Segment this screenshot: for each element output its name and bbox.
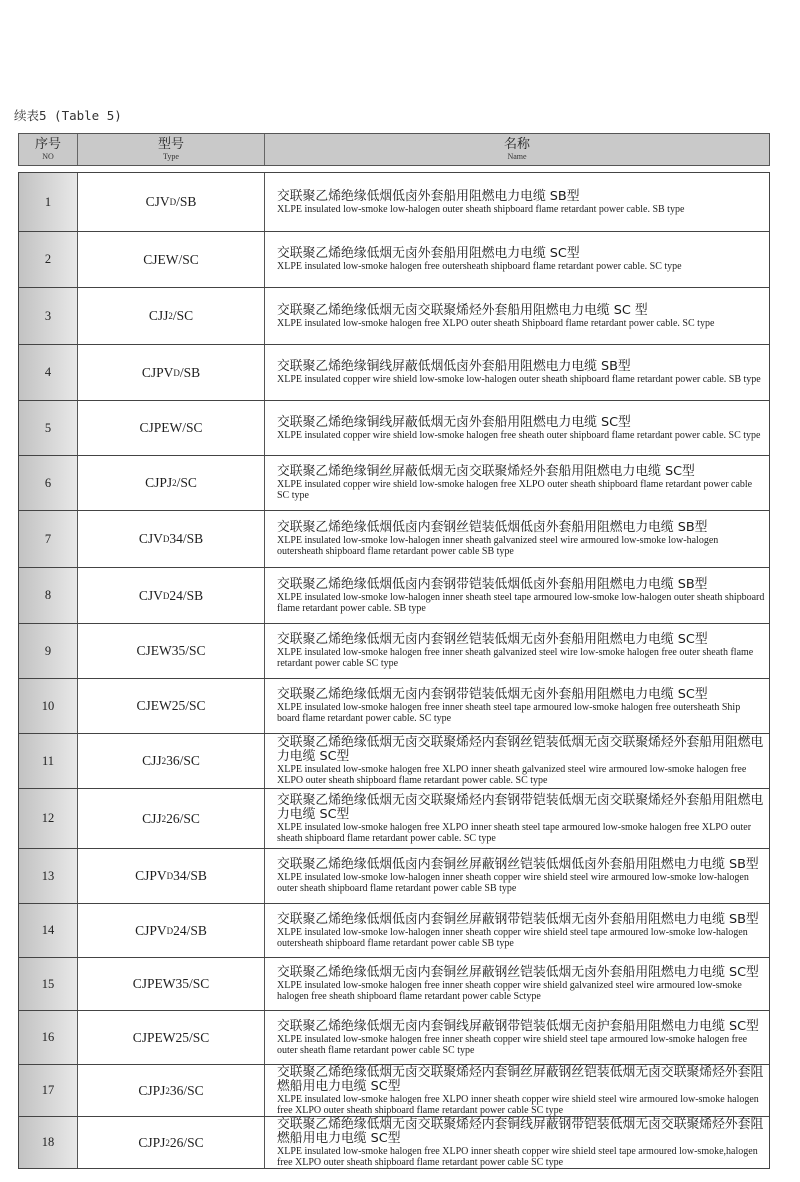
header-name-cn: 名称 xyxy=(503,137,530,152)
table-row xyxy=(19,1117,769,1169)
row-number: 1 xyxy=(19,173,78,231)
type-code: CJV D 34/SB xyxy=(78,511,265,567)
cable-name-chinese: 交联聚乙烯绝缘低烟无卤交联聚烯烃内套铜丝屏蔽钢丝铠装低烟无卤交联聚烯烃外套阻燃船用电力电缆 SC型 xyxy=(277,1065,764,1094)
cable-name-english: XLPE insulated low-smoke low-halogen outer sheath shipboard flame retardant power cable. SB type xyxy=(277,203,685,215)
cable-name-english: XLPE insulated low-smoke halogen free XLPO inner sheath copper wire shield steel wire armoured low-smoke halogen free XLPO outer sheath shipboard flame retardant power cable SC type xyxy=(277,1093,759,1116)
header-name-en: Name xyxy=(507,152,527,161)
type-code-main: CJJ xyxy=(148,308,169,323)
type-code-suffix: 34/SB xyxy=(169,531,204,546)
type-code xyxy=(78,679,265,733)
table-row xyxy=(19,1011,769,1065)
cable-name-chinese: 交联聚乙烯绝缘低烟无卤内套铜丝屏蔽钢丝铠装低烟无卤外套船用阻燃电力电缆 SC型 xyxy=(277,965,759,980)
cable-name xyxy=(265,904,769,957)
header-no-en: NO xyxy=(42,152,54,161)
header-type-en: Type xyxy=(163,152,179,161)
type-code-suffix: /SC xyxy=(172,308,194,323)
cable-name-chinese: 交联聚乙烯绝缘低烟无卤交联聚烯烃外套船用阻燃电力电缆 SC 型 xyxy=(277,302,648,318)
cable-name-chinese: 交联聚乙烯绝缘铜线屏蔽低烟低卤外套船用阻燃电力电缆 SB型 xyxy=(277,359,631,374)
row-number: 18 xyxy=(19,1117,78,1168)
cable-name xyxy=(265,173,769,231)
type-code-main: CJPJ xyxy=(138,1134,166,1150)
cable-name xyxy=(265,568,769,623)
cable-name-chinese: 交联聚乙烯绝缘铜丝屏蔽低烟无卤交联聚烯烃外套船用阻燃电力电缆 SC型 xyxy=(277,464,695,479)
header-type xyxy=(78,134,265,165)
cable-name xyxy=(265,789,769,848)
type-code-main: CJV xyxy=(138,531,163,546)
table-row xyxy=(19,568,769,624)
type-code-suffix: /SB xyxy=(176,194,197,209)
table-row xyxy=(19,734,769,789)
type-code: CJPJ 2 /SC xyxy=(78,456,265,510)
cable-name xyxy=(265,1011,769,1064)
cable-name xyxy=(265,1065,769,1116)
type-code-main: CJPEW35/SC xyxy=(132,976,210,991)
header-no-cn: 序号 xyxy=(34,137,61,152)
cable-name-english: XLPE insulated copper wire shield low-smoke halogen free XLPO outer sheath shipboard flame retardant power cable SC type xyxy=(277,479,753,501)
type-code-main: CJPEW/SC xyxy=(139,420,203,435)
table-caption: 续表5 (Table 5) xyxy=(14,108,122,123)
cable-name xyxy=(265,345,769,400)
cable-name-english: XLPE insulated low-smoke halogen free XLPO inner sheath copper wire shield steel tape armoured low-smoke,halogen free XLPO outer sheath shipboard flame retardant power cable SC type xyxy=(277,1145,758,1168)
row-number: 8 xyxy=(19,568,78,623)
cable-name xyxy=(265,288,769,344)
cable-name-chinese: 交联聚乙烯绝缘低烟低卤内套铜丝屏蔽钢丝铠装低烟低卤外套船用阻燃电力电缆 SB型 xyxy=(277,857,759,872)
type-code xyxy=(78,624,265,678)
type-code-suffix: /SB xyxy=(179,364,201,380)
table-row xyxy=(19,624,769,679)
header-name xyxy=(265,134,769,165)
table-row xyxy=(19,904,769,958)
type-code-suffix: 26/SC xyxy=(169,1134,204,1150)
type-code-main: CJPV xyxy=(135,868,167,883)
type-code: CJV D 24/SB xyxy=(78,568,265,623)
type-code-main: CJJ xyxy=(142,810,162,826)
cable-name xyxy=(265,511,769,567)
type-code: CJPV D 34/SB xyxy=(78,849,265,903)
table-row xyxy=(19,232,769,288)
cable-name-chinese: 交联聚乙烯绝缘低烟无卤内套铜线屏蔽钢带铠装低烟无卤护套船用阻燃电力电缆 SC型 xyxy=(277,1018,759,1034)
type-code-suffix: 34/SB xyxy=(173,868,207,883)
type-code-suffix: 24/SB xyxy=(169,587,204,603)
cable-name xyxy=(265,456,769,510)
cable-name-chinese: 交联聚乙烯绝缘低烟无卤交联聚烯烃内套铜线屏蔽钢带铠装低烟无卤交联聚烯烃外套阻燃船用电力电缆 SC型 xyxy=(277,1117,764,1146)
type-code-suffix: 36/SC xyxy=(169,1082,204,1098)
type-code-main: CJPJ xyxy=(145,475,173,490)
header-no xyxy=(19,134,78,165)
type-code xyxy=(78,401,265,455)
cable-name-chinese: 交联聚乙烯绝缘低烟低卤内套钢带铠装低烟低卤外套船用阻燃电力电缆 SB型 xyxy=(277,576,708,592)
cable-name xyxy=(265,401,769,455)
cable-name-chinese: 交联聚乙烯绝缘低烟无卤交联聚烯烃内套钢带铠装低烟无卤交联聚烯烃外套船用阻燃电力电缆 SC型 xyxy=(277,792,764,822)
table-row xyxy=(19,679,769,734)
type-code-main: CJPV xyxy=(135,922,167,938)
type-code-main: CJEW/SC xyxy=(143,251,199,267)
cable-name-chinese: 交联聚乙烯绝缘低烟无卤外套船用阻燃电力电缆 SC型 xyxy=(277,246,580,261)
type-code-main: CJEW35/SC xyxy=(136,643,206,658)
cable-name-english: XLPE insulated low-smoke halogen free outersheath shipboard flame retardant power cable. SC type xyxy=(277,261,682,272)
row-number: 12 xyxy=(19,789,78,848)
cable-name-english: XLPE insulated low-smoke halogen free inner sheath steel tape armoured low-smoke halogen free outersheath Ship board flame retardant power cable. SC type xyxy=(277,702,741,724)
type-code-main: CJV xyxy=(145,194,170,209)
cable-name xyxy=(265,958,769,1010)
row-number: 13 xyxy=(19,849,78,903)
row-number: 16 xyxy=(19,1011,78,1064)
table-row xyxy=(19,401,769,456)
cable-name-english: XLPE insulated low-smoke halogen free XLPO inner sheath galvanized steel wire armoured low-smoke halogen free XLPO outer sheath shipboard flame retardant power cable. SC type xyxy=(277,764,747,786)
table-row xyxy=(19,958,769,1011)
table-row xyxy=(19,1065,769,1117)
row-number: 2 xyxy=(19,232,78,287)
cable-name xyxy=(265,1117,769,1168)
cable-name-english: XLPE insulated copper wire shield low-smoke low-halogen outer sheath shipboard flame retardant power cable. SB type xyxy=(277,374,761,385)
type-code-suffix: 26/SC xyxy=(166,810,200,826)
table-row xyxy=(19,288,769,345)
cable-name-english: XLPE insulated low-smoke halogen free inner sheath copper wire shield galvanized steel wire armoured low-smoke halogen free sheath shipboard flame retardant power cable Sctype xyxy=(277,980,742,1002)
cable-name-chinese: 交联聚乙烯绝缘低烟低卤内套钢丝铠装低烟低卤外套船用阻燃电力电缆 SB型 xyxy=(277,520,708,535)
cable-name-english: XLPE insulated low-smoke halogen free inner sheath galvanized steel wire low-smoke halogen free outer sheath flame retardant power cable SC type xyxy=(277,647,754,669)
type-code xyxy=(78,958,265,1010)
type-code-suffix: 36/SC xyxy=(166,753,200,768)
cable-name xyxy=(265,734,769,788)
cable-name-chinese: 交联聚乙烯绝缘低烟无卤交联聚烯烃内套钢丝铠装低烟无卤交联聚烯烃外套船用阻燃电力电缆 SC型 xyxy=(277,735,764,764)
cable-name-english: XLPE insulated low-smoke low-halogen inner sheath copper wire shield steel tape armoured low-smoke low-halogen outersheath shipboard flame retardant power cable SB type xyxy=(277,926,748,949)
cable-name-english: XLPE insulated low-smoke halogen free XLPO outer sheath Shipboard flame retardant power cable. SC type xyxy=(277,317,715,329)
cable-name-english: XLPE insulated low-smoke low-halogen inner sheath steel tape armoured low-smoke low-halogen outer sheath shipboard flame retardant power cable. SB type xyxy=(277,591,765,614)
table-row xyxy=(19,789,769,849)
row-number: 15 xyxy=(19,958,78,1010)
type-code-main: CJPV xyxy=(141,364,174,380)
cable-name-english: XLPE insulated low-smoke low-halogen inner sheath galvanized steel wire armoured low-smoke low-halogen outersheath shipboard flame retardant power cable SB type xyxy=(277,535,719,557)
row-number: 10 xyxy=(19,679,78,733)
cable-name-english: XLPE insulated low-smoke halogen free inner sheath copper wire shield steel tape armoured low-smoke halogen free outer sheath flame retardant power cable SC type xyxy=(277,1033,748,1056)
table-row xyxy=(19,456,769,511)
table-row xyxy=(19,345,769,401)
cable-name-chinese: 交联聚乙烯绝缘铜线屏蔽低烟无卤外套船用阻燃电力电缆 SC型 xyxy=(277,414,631,430)
row-number: 11 xyxy=(19,734,78,788)
cable-name xyxy=(265,232,769,287)
cable-name-english: XLPE insulated copper wire shield low-smoke halogen free sheath outer shipboard flame retardant power cable. SC type xyxy=(277,429,761,441)
type-code: CJPJ 2 36/SC xyxy=(78,1065,265,1116)
row-number: 6 xyxy=(19,456,78,510)
type-code: CJJ 2 /SC xyxy=(78,288,265,344)
row-number: 3 xyxy=(19,288,78,344)
type-code xyxy=(78,232,265,287)
table-row xyxy=(19,511,769,568)
type-code-main: CJJ xyxy=(142,753,162,768)
type-code: CJPV D 24/SB xyxy=(78,904,265,957)
type-code-main: CJPJ xyxy=(138,1082,166,1098)
row-number: 17 xyxy=(19,1065,78,1116)
header-type-cn: 型号 xyxy=(157,137,184,152)
type-code: CJPJ 2 26/SC xyxy=(78,1117,265,1168)
row-number: 4 xyxy=(19,345,78,400)
row-number: 5 xyxy=(19,401,78,455)
table-row xyxy=(19,173,769,232)
type-code-suffix: 24/SB xyxy=(173,922,207,938)
type-code-main: CJV xyxy=(138,587,163,603)
type-code xyxy=(78,1011,265,1064)
type-code: CJV D /SB xyxy=(78,173,265,231)
type-code-suffix: /SC xyxy=(176,475,197,490)
type-code: CJJ 2 26/SC xyxy=(78,789,265,848)
row-number: 7 xyxy=(19,511,78,567)
type-code-main: CJEW25/SC xyxy=(136,698,206,713)
table-row xyxy=(19,849,769,904)
cable-name-chinese: 交联聚乙烯绝缘低烟低卤外套船用阻燃电力电缆 SB型 xyxy=(277,188,580,204)
type-code: CJPV D /SB xyxy=(78,345,265,400)
cable-name-chinese: 交联聚乙烯绝缘低烟无卤内套钢丝铠装低烟无卤外套船用阻燃电力电缆 SC型 xyxy=(277,632,708,647)
cable-name xyxy=(265,624,769,678)
row-number: 14 xyxy=(19,904,78,957)
cable-name-chinese: 交联聚乙烯绝缘低烟低卤内套铜丝屏蔽钢带铠装低烟无卤外套船用阻燃电力电缆 SB型 xyxy=(277,911,759,927)
cable-name-english: XLPE insulated low-smoke halogen free XLPO inner sheath steel tape armoured low-smoke halogen free XLPO outer sheath shipboard flame retardant power cable. SC type xyxy=(277,821,752,844)
table-header xyxy=(18,133,770,166)
cable-name-chinese: 交联聚乙烯绝缘低烟无卤内套钢带铠装低烟无卤外套船用阻燃电力电缆 SC型 xyxy=(277,687,708,702)
cable-table xyxy=(18,172,770,1169)
cable-name xyxy=(265,849,769,903)
row-number: 9 xyxy=(19,624,78,678)
cable-name-english: XLPE insulated low-smoke low-halogen inner sheath copper wire shield steel wire armoured low-smoke low-halogen outer sheath shipboard flame retardant power cable SB type xyxy=(277,872,749,894)
cable-name xyxy=(265,679,769,733)
type-code: CJJ 2 36/SC xyxy=(78,734,265,788)
type-code-main: CJPEW25/SC xyxy=(132,1029,210,1045)
